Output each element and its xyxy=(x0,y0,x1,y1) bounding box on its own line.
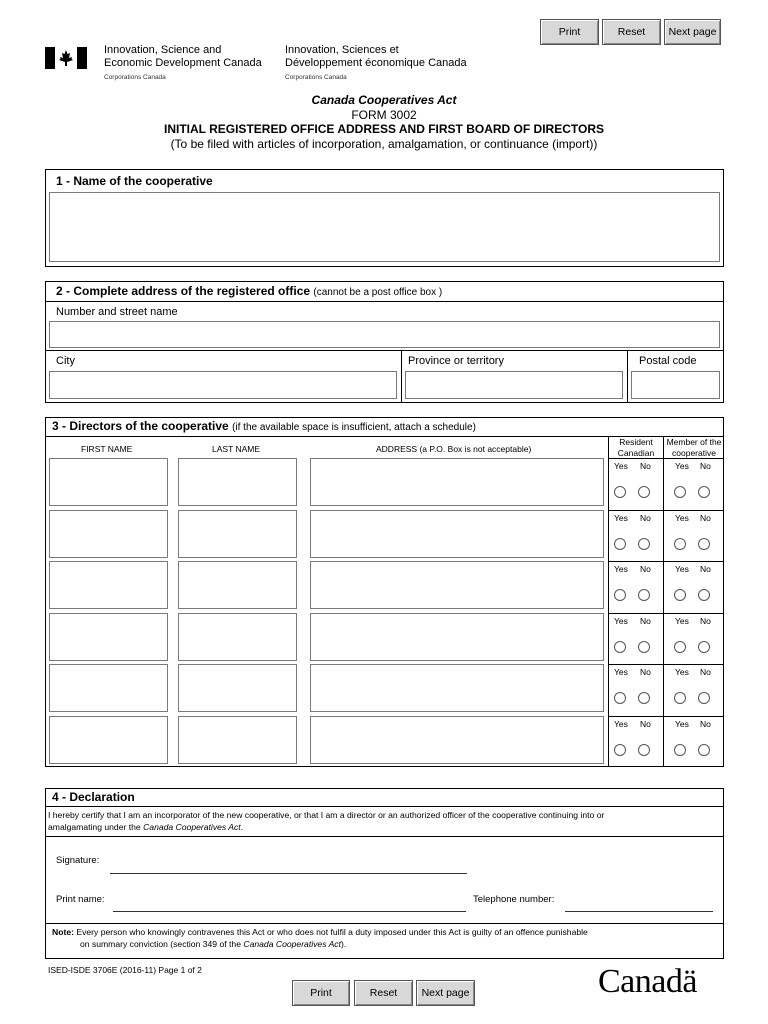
director-address-field[interactable] xyxy=(310,458,604,506)
divider xyxy=(627,350,628,403)
form-id: ISED-ISDE 3706E (2016-11) Page 1 of 2 xyxy=(48,965,202,975)
yes-label: Yes xyxy=(614,513,628,523)
director-last-name-field[interactable] xyxy=(178,613,297,661)
yes-label: Yes xyxy=(675,461,689,471)
director-address-field[interactable] xyxy=(310,561,604,609)
yes-label: Yes xyxy=(614,667,628,677)
print-name-field[interactable] xyxy=(113,911,466,912)
member-yes-radio[interactable] xyxy=(674,538,686,550)
member-no-radio[interactable] xyxy=(698,538,710,550)
member-no-radio[interactable] xyxy=(698,692,710,704)
province-label: Province or territory xyxy=(408,355,504,367)
cooperative-name-field[interactable] xyxy=(49,192,720,262)
street-field[interactable] xyxy=(49,321,720,348)
city-field[interactable] xyxy=(49,371,397,399)
director-first-name-field[interactable] xyxy=(49,664,168,712)
yes-label: Yes xyxy=(675,667,689,677)
member-yes-radio[interactable] xyxy=(674,692,686,704)
no-label: No xyxy=(640,616,651,626)
director-address-field[interactable] xyxy=(310,716,604,764)
director-last-name-field[interactable] xyxy=(178,510,297,558)
resident-no-radio[interactable] xyxy=(638,589,650,601)
department-name-en: Innovation, Science and Economic Development Canada xyxy=(104,44,262,69)
director-first-name-field[interactable] xyxy=(49,561,168,609)
telephone-field[interactable] xyxy=(565,911,713,912)
city-label: City xyxy=(56,355,75,367)
postal-code-field[interactable] xyxy=(631,371,720,399)
no-label: No xyxy=(640,719,651,729)
member-yes-radio[interactable] xyxy=(674,589,686,601)
divider xyxy=(401,350,402,403)
resident-no-radio[interactable] xyxy=(638,641,650,653)
print-name-label: Print name: xyxy=(56,894,105,905)
resident-no-radio[interactable] xyxy=(638,538,650,550)
yes-label: Yes xyxy=(675,719,689,729)
divider xyxy=(608,613,724,614)
director-first-name-field[interactable] xyxy=(49,458,168,506)
divider xyxy=(608,510,724,511)
yes-label: Yes xyxy=(614,616,628,626)
member-no-radio[interactable] xyxy=(698,641,710,653)
member-no-radio[interactable] xyxy=(698,744,710,756)
department-sub-fr: Corporations Canada xyxy=(285,74,347,81)
member-yes-radio[interactable] xyxy=(674,744,686,756)
director-last-name-field[interactable] xyxy=(178,664,297,712)
street-label: Number and street name xyxy=(56,306,178,318)
director-last-name-field[interactable] xyxy=(178,716,297,764)
yes-label: Yes xyxy=(675,616,689,626)
resident-no-radio[interactable] xyxy=(638,486,650,498)
director-last-name-field[interactable] xyxy=(178,561,297,609)
no-label: No xyxy=(700,564,711,574)
form-title: Canada Cooperatives Act FORM 3002 INITIAL REGISTERED OFFICE ADDRESS AND FIRST BOARD OF DIRECTORS (To be filed with articles of incorporation, amalgamation, or continuance (import)) xyxy=(163,93,605,151)
member-no-radio[interactable] xyxy=(698,589,710,601)
col-address: ADDRESS (a P.O. Box is not acceptable) xyxy=(376,444,532,454)
resident-no-radio[interactable] xyxy=(638,692,650,704)
postal-code-label: Postal code xyxy=(639,355,697,367)
reset-button[interactable]: Reset xyxy=(602,19,661,45)
no-label: No xyxy=(640,513,651,523)
yes-label: Yes xyxy=(614,719,628,729)
reset-button-bottom[interactable]: Reset xyxy=(354,980,413,1006)
canada-flag-icon xyxy=(45,47,87,74)
resident-yes-radio[interactable] xyxy=(614,744,626,756)
yes-label: Yes xyxy=(675,513,689,523)
no-label: No xyxy=(640,461,651,471)
section-1-heading: 1 - Name of the cooperative xyxy=(56,174,213,188)
resident-yes-radio[interactable] xyxy=(614,589,626,601)
no-label: No xyxy=(700,719,711,729)
next-page-button[interactable]: Next page xyxy=(664,19,721,45)
resident-yes-radio[interactable] xyxy=(614,641,626,653)
signature-label: Signature: xyxy=(56,855,100,866)
resident-yes-radio[interactable] xyxy=(614,486,626,498)
divider xyxy=(608,716,724,717)
col-member: Member of the cooperative xyxy=(666,437,722,458)
section-3-heading: 3 - Directors of the cooperative (if the available space is insufficient, attach a schedule) xyxy=(52,419,476,433)
canada-wordmark: Canadä xyxy=(598,963,697,1000)
director-address-field[interactable] xyxy=(310,664,604,712)
divider xyxy=(45,806,724,807)
divider xyxy=(608,664,724,665)
no-label: No xyxy=(640,564,651,574)
divider xyxy=(608,458,724,459)
declaration-text: I hereby certify that I am an incorporator of the new cooperative, or that I am a director or an authorized officer of the cooperative continuing into or amalgamating under the Canada Cooperatives Act. xyxy=(48,810,605,832)
director-first-name-field[interactable] xyxy=(49,510,168,558)
yes-label: Yes xyxy=(614,461,628,471)
print-button[interactable]: Print xyxy=(540,19,599,45)
section-2-heading: 2 - Complete address of the registered office (cannot be a post office box ) xyxy=(56,284,443,298)
divider xyxy=(45,836,724,837)
director-address-field[interactable] xyxy=(310,613,604,661)
divider xyxy=(45,923,724,924)
print-button-bottom[interactable]: Print xyxy=(292,980,350,1006)
yes-label: Yes xyxy=(614,564,628,574)
no-label: No xyxy=(700,513,711,523)
section-4-heading: 4 - Declaration xyxy=(52,790,135,804)
member-no-radio[interactable] xyxy=(698,486,710,498)
col-first-name: FIRST NAME xyxy=(81,444,133,454)
col-last-name: LAST NAME xyxy=(212,444,261,454)
director-last-name-field[interactable] xyxy=(178,458,297,506)
signature-field[interactable] xyxy=(110,873,467,874)
divider xyxy=(45,350,724,351)
resident-yes-radio[interactable] xyxy=(614,538,626,550)
no-label: No xyxy=(700,461,711,471)
next-page-button-bottom[interactable]: Next page xyxy=(416,980,475,1006)
divider xyxy=(608,436,609,767)
resident-yes-radio[interactable] xyxy=(614,692,626,704)
director-first-name-field[interactable] xyxy=(49,716,168,764)
no-label: No xyxy=(700,667,711,677)
col-resident-canadian: Resident Canadian xyxy=(617,437,655,458)
member-yes-radio[interactable] xyxy=(674,641,686,653)
no-label: No xyxy=(640,667,651,677)
divider xyxy=(45,301,724,302)
director-first-name-field[interactable] xyxy=(49,613,168,661)
divider xyxy=(608,561,724,562)
province-field[interactable] xyxy=(405,371,623,399)
director-address-field[interactable] xyxy=(310,510,604,558)
department-sub-en: Corporations Canada xyxy=(104,74,166,81)
telephone-label: Telephone number: xyxy=(473,894,555,905)
resident-no-radio[interactable] xyxy=(638,744,650,756)
note-text: Note: Every person who knowingly contravenes this Act or who does not fulfil a duty imposed under this Act is guilty of an offence punishable on summary conviction (section 349 of the Canada Cooperatives Act). xyxy=(52,927,588,949)
member-yes-radio[interactable] xyxy=(674,486,686,498)
no-label: No xyxy=(700,616,711,626)
department-name-fr: Innovation, Sciences et Développement économique Canada xyxy=(285,44,467,69)
yes-label: Yes xyxy=(675,564,689,574)
divider xyxy=(663,436,664,767)
